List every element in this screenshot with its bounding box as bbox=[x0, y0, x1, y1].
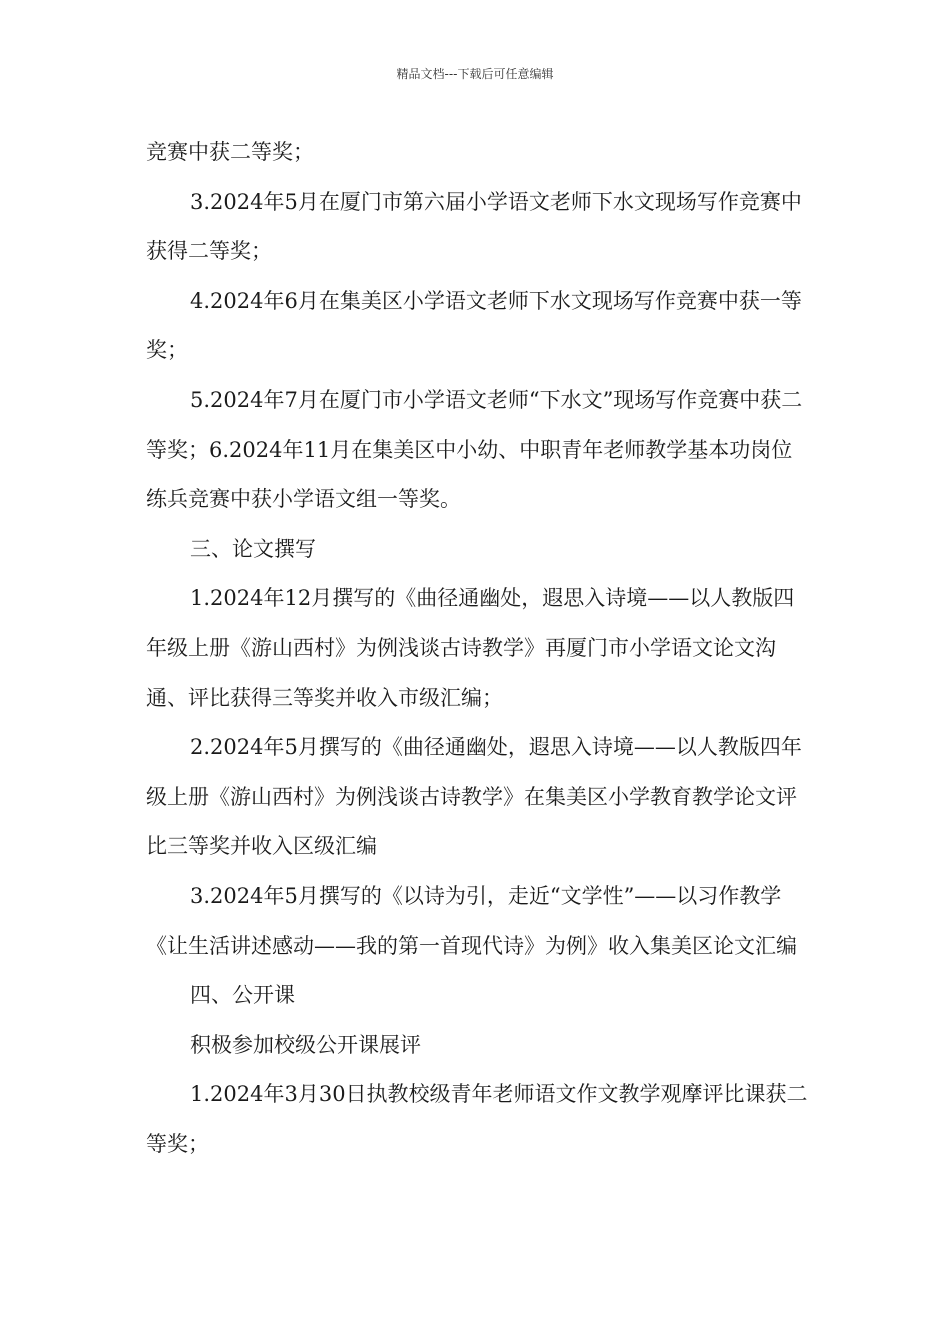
paragraph: 2.2024年5月撰写的《曲径通幽处，遐思入诗境——以人教版四年级上册《游山西村》为例浅谈古诗教学》在集美区小学教育教学论文评比三等奖并收入区级汇编 bbox=[146, 735, 802, 859]
paragraph: 1.2024年3月30日执教校级青年老师语文作文教学观摩评比课获二等奖； bbox=[146, 1082, 808, 1156]
section-heading: 四、公开课 bbox=[190, 983, 295, 1008]
paragraph: 4.2024年6月在集美区小学语文老师下水文现场写作竞赛中获一等奖； bbox=[146, 288, 802, 363]
paragraph: 积极参加校级公开课展评 bbox=[190, 1032, 421, 1057]
paragraph: 3.2024年5月在厦门市第六届小学语文老师下水文现场写作竞赛中获得二等奖； bbox=[146, 189, 802, 264]
paragraph: 竞赛中获二等奖； bbox=[146, 140, 314, 164]
paragraph: 3.2024年5月撰写的《以诗为引，走近“文学性”——以习作教学《让生活讲述感动——我的第一首现代诗》为例》收入集美区论文汇编 bbox=[146, 883, 797, 958]
document-body bbox=[146, 128, 808, 1169]
page-header: 精品文档---下载后可任意编辑 bbox=[396, 67, 554, 81]
paragraph: 1.2024年12月撰写的《曲径通幽处，遐思入诗境——以人教版四年级上册《游山西村》为例浅谈古诗教学》再厦门市小学语文论文沟通、评比获得三等奖并收入市级汇编； bbox=[146, 586, 795, 710]
paragraph: 5.2024年7月在厦门市小学语文老师“下水文”现场写作竞赛中获二等奖；6.2024年11月在集美区中小幼、中职青年老师教学基本功岗位练兵竞赛中获小学语文组一等奖。 bbox=[146, 387, 803, 512]
section-heading: 三、论文撰写 bbox=[190, 536, 316, 561]
